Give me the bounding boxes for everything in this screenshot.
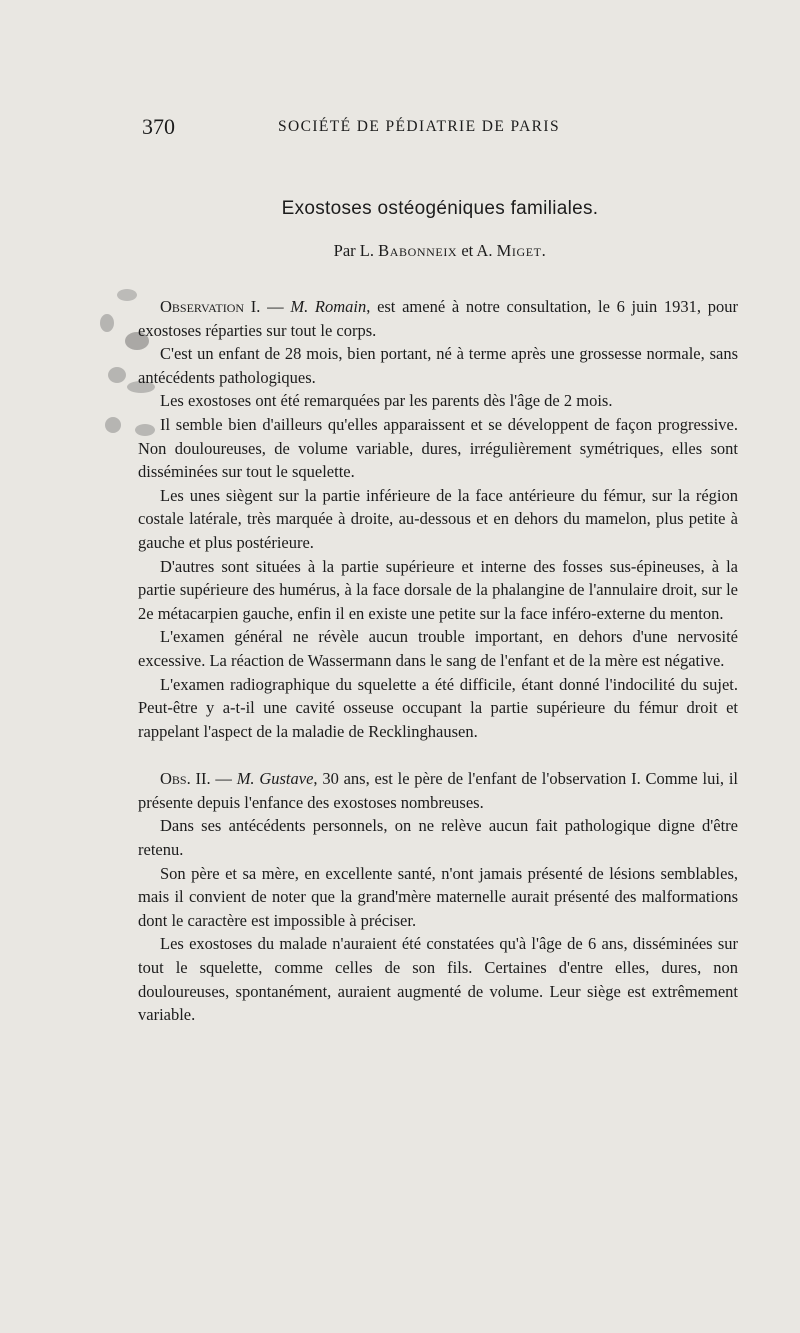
paragraph-text: Les unes siègent sur la partie inférieure de la face antérieure du fémur, sur la région costale latérale, très marquée à droite, au-dessous et en dehors du mamelon, plus petite à gauche et plus postérieure. bbox=[138, 485, 738, 552]
observation-label: Obs. II. bbox=[160, 769, 211, 789]
paragraph-text: , est amené à notre consultation, le 6 juin 1931, pour exostoses réparties sur tout le corps. bbox=[138, 297, 738, 340]
paragraph bbox=[138, 484, 738, 555]
paragraph-text: Dans ses antécédents personnels, on ne relève aucun fait pathologique digne d'être retenu. bbox=[138, 816, 738, 860]
paragraph bbox=[138, 673, 738, 744]
page-number: 370 bbox=[142, 114, 175, 139]
paragraph bbox=[138, 555, 738, 626]
running-title: SOCIÉTÉ DE PÉDIATRIE DE PARIS bbox=[278, 118, 561, 135]
author-name: Miget. bbox=[496, 241, 547, 260]
author-name: Babonneix bbox=[378, 241, 458, 260]
article-title: Exostoses ostéogéniques familiales. bbox=[281, 198, 599, 219]
paragraph-text: D'autres sont situées à la partie supérieure et interne des fosses sus-épineuses, à la partie supérieure des humérus, à la face dorsale de la phalangine de l'annulaire droit, sur le 2e métacarpien gauche, enfin il en existe une petite sur la face inféro-externe du menton. bbox=[138, 556, 738, 623]
paragraph bbox=[138, 814, 738, 861]
patient-name: M. Gustave bbox=[236, 769, 314, 789]
paragraph-text: , 30 ans, est le père de l'enfant de l'observation I. Comme lui, il présente depuis l'enfance des exostoses nombreuses. bbox=[138, 769, 738, 812]
paragraph-text: C'est un enfant de 28 mois, bien portant, né à terme après une grossesse normale, sans antécédents pathologiques. bbox=[138, 344, 738, 387]
paragraph-text: L'examen radiographique du squelette a été difficile, étant donné l'indocilité du sujet. Peut-être y a-t-il une cavité osseuse occupant la partie supérieure du fémur droit et rappelant l'aspect de la maladie de Recklinghausen. bbox=[138, 674, 738, 741]
paragraph bbox=[138, 413, 738, 484]
paragraph bbox=[138, 342, 738, 389]
paragraph-text: Il semble bien d'ailleurs qu'elles apparaissent et se développent de façon progressive. Non douloureuses, de volume variable, dures, irrégulièrement symétriques, elles sont disséminées sur tout le squelette. bbox=[138, 414, 738, 482]
paragraph bbox=[138, 625, 738, 672]
byline-conjunction: et A. bbox=[461, 241, 493, 260]
paragraph bbox=[138, 862, 738, 933]
byline bbox=[140, 241, 740, 261]
paragraph-text: L'examen général ne révèle aucun trouble important, en dehors d'une nervosité excessive. La réaction de Wassermann dans le sang de l'enfant et de la mère est négative. bbox=[138, 627, 738, 670]
paragraph-text: Les exostoses du malade n'auraient été constatées qu'à l'âge de 6 ans, disséminées sur tout le squelette, comme celles de son fils. Certaines d'entre elles, dures, non douloureuses, spontanément, auraient augmenté de volume. Leur siège est extrêmement variable. bbox=[138, 934, 738, 1025]
paragraph bbox=[138, 932, 738, 1026]
observation-label: Observation I. bbox=[160, 297, 261, 316]
paragraph-text: — bbox=[210, 769, 237, 789]
paragraph bbox=[138, 389, 738, 413]
paragraph-text: Les exostoses ont été remarquées par les parents dès l'âge de 2 mois. bbox=[160, 391, 613, 411]
paragraph-text: — bbox=[260, 297, 291, 316]
page-header bbox=[140, 114, 740, 144]
article-body bbox=[138, 295, 738, 1027]
byline-prefix: Par L. bbox=[333, 241, 374, 260]
paragraph-text: Son père et sa mère, en excellente santé, n'ont jamais présenté de lésions semblables, mais il convient de noter que la grand'mère maternelle aurait présenté des malformations dont le caractère est impossible à préciser. bbox=[138, 863, 738, 930]
paragraph bbox=[138, 767, 738, 814]
paragraph bbox=[138, 295, 738, 342]
patient-name: M. Romain bbox=[290, 297, 367, 316]
